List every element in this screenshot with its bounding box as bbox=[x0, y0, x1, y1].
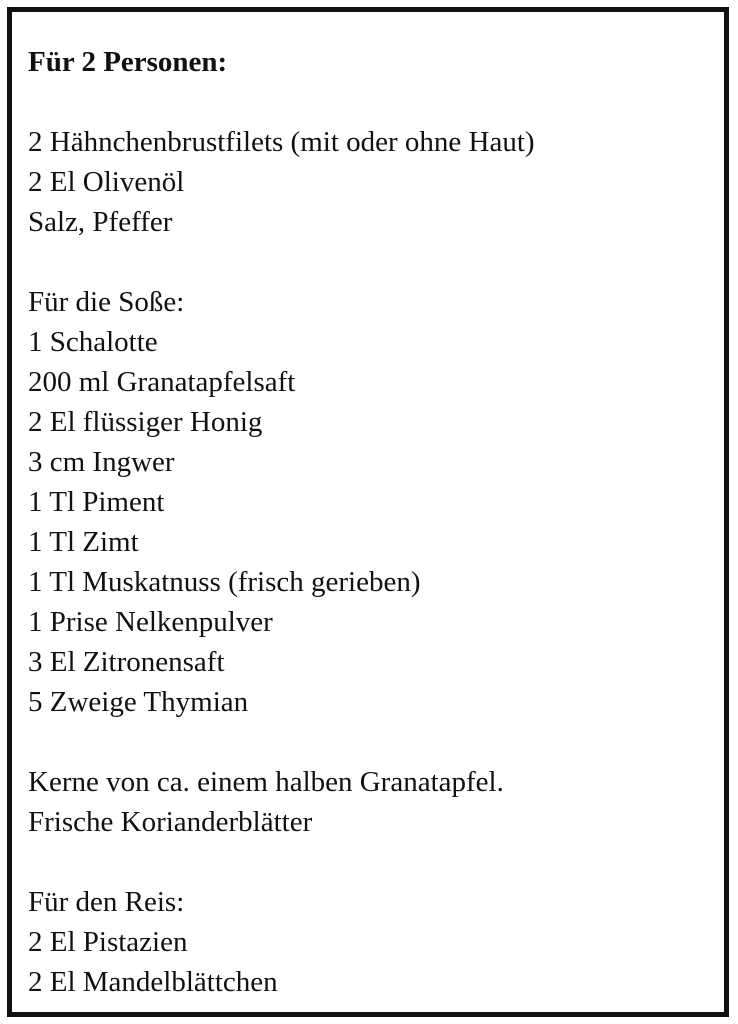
sauce-title: Für die Soße: bbox=[28, 286, 185, 318]
ingredient-line: 5 Zweige Thymian bbox=[28, 686, 249, 718]
ingredient-line: 3 cm Ingwer bbox=[28, 446, 175, 478]
ingredient-line: 200 ml Granatapfelsaft bbox=[28, 366, 296, 398]
main-ingredients-section bbox=[28, 122, 714, 242]
ingredient-list bbox=[28, 42, 714, 1002]
recipe-box bbox=[7, 7, 729, 1017]
ingredient-line: 2 El flüssiger Honig bbox=[28, 406, 263, 438]
ingredient-line: 3 El Zitronensaft bbox=[28, 646, 225, 678]
ingredient-line: 1 Tl Muskatnuss (frisch gerieben) bbox=[28, 566, 421, 598]
ingredient-line: 2 Hähnchenbrustfilets (mit oder ohne Haut) bbox=[28, 126, 535, 158]
ingredient-line: Frische Korianderblätter bbox=[28, 806, 313, 838]
ingredient-line: 1 Prise Nelkenpulver bbox=[28, 606, 273, 638]
ingredient-line: Kerne von ca. einem halben Granatapfel. bbox=[28, 766, 504, 798]
ingredient-line: 2 El Olivenöl bbox=[28, 166, 185, 198]
garnish-section bbox=[28, 762, 714, 842]
rice-title: Für den Reis: bbox=[28, 886, 185, 918]
ingredient-line: 2 El Mandelblättchen bbox=[28, 966, 278, 998]
ingredient-line: 1 Schalotte bbox=[28, 326, 158, 358]
rice-section bbox=[28, 882, 714, 1002]
sauce-section bbox=[28, 282, 714, 722]
ingredient-line: 1 Tl Zimt bbox=[28, 526, 139, 558]
ingredient-line: 2 El Pistazien bbox=[28, 926, 188, 958]
ingredient-line: 1 Tl Piment bbox=[28, 486, 165, 518]
ingredient-line: Salz, Pfeffer bbox=[28, 206, 173, 238]
servings-heading: Für 2 Personen: bbox=[28, 46, 228, 78]
